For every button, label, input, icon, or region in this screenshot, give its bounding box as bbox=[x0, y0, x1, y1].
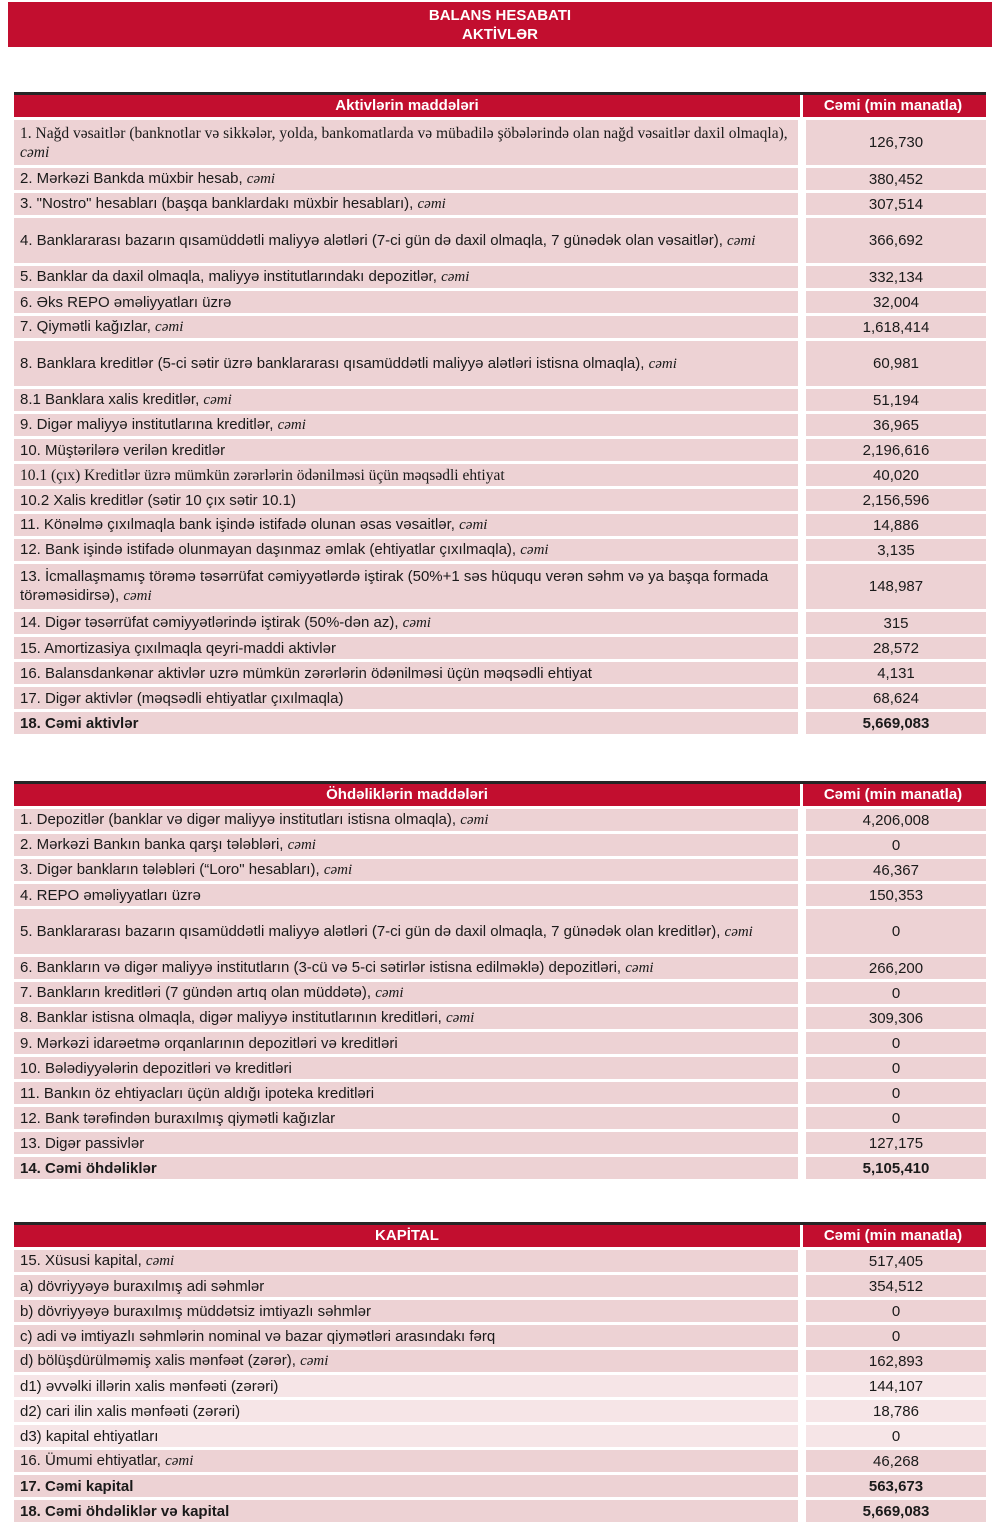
column-divider bbox=[798, 662, 806, 684]
table-row bbox=[14, 414, 986, 436]
column-divider bbox=[798, 489, 806, 511]
column-divider bbox=[798, 564, 806, 609]
column-divider bbox=[798, 1475, 806, 1497]
column-divider bbox=[798, 316, 806, 338]
table-row bbox=[14, 218, 986, 263]
column-divider bbox=[798, 1275, 806, 1297]
row-label-italic-suffix: cəmi bbox=[459, 517, 488, 533]
row-value: 307,514 bbox=[806, 193, 986, 215]
table-row bbox=[14, 120, 986, 165]
row-value: 380,452 bbox=[806, 168, 986, 190]
table-row bbox=[14, 712, 986, 734]
column-divider bbox=[798, 909, 806, 954]
column-header-total: Cəmi (min manatla) bbox=[823, 1227, 963, 1244]
row-value: 0 bbox=[806, 834, 986, 856]
row-label-text: 6. Əks REPO əməliyyatları üzrə bbox=[20, 293, 232, 311]
report-title bbox=[8, 2, 992, 47]
row-value: 46,367 bbox=[806, 859, 986, 881]
row-label bbox=[14, 266, 798, 288]
column-divider bbox=[798, 1057, 806, 1079]
table-row bbox=[14, 266, 986, 288]
row-label-text: 16. Balansdankənar aktivlər uzrə mümkün zərərlərin ödənilməsi üçün məqsədli ehtiyat bbox=[20, 664, 592, 682]
row-value: 309,306 bbox=[806, 1007, 986, 1029]
column-divider bbox=[798, 884, 806, 906]
row-value: 2,196,616 bbox=[806, 439, 986, 461]
column-header-items: Öhdəliklərin maddələri bbox=[326, 786, 488, 803]
ohdelikler-table bbox=[14, 781, 986, 1179]
row-label-text: 6. Bankların və digər maliyyə institutların (3-cü və 5-ci sətirlər istisna edilməklə) depozitləri, bbox=[20, 959, 626, 976]
row-label bbox=[14, 834, 798, 856]
row-label-text: d) bölüşdürülməmiş xalis mənfəət (zərər), bbox=[20, 1352, 301, 1369]
column-divider bbox=[798, 982, 806, 1004]
row-label-italic-suffix: cəmi bbox=[277, 417, 306, 433]
row-label-text: 9. Digər maliyyə institutlarına kreditlər, bbox=[20, 416, 278, 433]
column-divider bbox=[798, 1007, 806, 1029]
table-row bbox=[14, 489, 986, 511]
column-divider bbox=[798, 1300, 806, 1322]
table-row bbox=[14, 809, 986, 831]
table-row bbox=[14, 637, 986, 659]
row-label-text: 10. Müştərilərə verilən kreditlər bbox=[20, 441, 226, 459]
row-label-text: 16. Ümumi ehtiyatlar, bbox=[20, 1452, 166, 1469]
row-label bbox=[14, 1400, 798, 1422]
row-label-text: 14. Digər təsərrüfat cəmiyyətlərində iştirak (50%-dən az), bbox=[20, 614, 403, 631]
row-label-italic-suffix: cəmi bbox=[402, 615, 431, 631]
table-row bbox=[14, 341, 986, 386]
row-label bbox=[14, 982, 798, 1004]
row-label bbox=[14, 1032, 798, 1054]
table-row bbox=[14, 1475, 986, 1497]
column-divider bbox=[798, 1082, 806, 1104]
row-label bbox=[14, 439, 798, 461]
row-label-text: 10.1 (çıx) Kreditlər üzrə mümkün zərərlərin ödənilməsi üçün məqsədli ehtiyat bbox=[20, 466, 505, 484]
row-value: 28,572 bbox=[806, 637, 986, 659]
row-label bbox=[14, 637, 798, 659]
row-label-italic-suffix: cəmi bbox=[287, 837, 316, 853]
row-label bbox=[14, 687, 798, 709]
table-row bbox=[14, 1082, 986, 1104]
row-value: 4,131 bbox=[806, 662, 986, 684]
row-label-italic-suffix: cəmi bbox=[375, 985, 404, 1001]
row-label-text: 18. Cəmi aktivlər bbox=[20, 714, 139, 732]
row-value: 517,405 bbox=[806, 1250, 986, 1272]
row-label-text: 12. Bank tərəfindən buraxılmış qiymətli kağızlar bbox=[20, 1109, 336, 1127]
row-label-text: d3) kapital ehtiyatları bbox=[20, 1427, 159, 1445]
row-label bbox=[14, 1300, 798, 1322]
row-label-text: 5. Banklararası bazarın qısamüddətli maliyyə alətləri (7-ci gün də daxil olmaqla, 7 günədək olan kreditlər), bbox=[20, 922, 725, 940]
row-label bbox=[14, 884, 798, 906]
row-label-italic-suffix: cəmi bbox=[123, 588, 152, 604]
row-label-italic-suffix: cəmi bbox=[460, 812, 489, 828]
row-label bbox=[14, 1350, 798, 1372]
column-divider bbox=[798, 514, 806, 536]
table-row bbox=[14, 1157, 986, 1179]
table-row bbox=[14, 564, 986, 609]
row-value: 36,965 bbox=[806, 414, 986, 436]
row-label bbox=[14, 859, 798, 881]
table-row bbox=[14, 884, 986, 906]
row-label bbox=[14, 168, 798, 190]
column-divider bbox=[798, 1325, 806, 1347]
row-label-italic-suffix: cəmi bbox=[727, 232, 756, 249]
row-label-text: 11. Könəlmə çıxılmaqla bank işində istifadə olunan əsas vəsaitlər, bbox=[20, 516, 460, 533]
row-value: 0 bbox=[806, 1082, 986, 1104]
table-row bbox=[14, 1500, 986, 1522]
table-row bbox=[14, 464, 986, 486]
column-divider bbox=[798, 266, 806, 288]
row-label-text: d1) əvvəlki illərin xalis mənfəəti (zərəri) bbox=[20, 1377, 279, 1395]
row-label bbox=[14, 316, 798, 338]
row-label bbox=[14, 662, 798, 684]
table-row bbox=[14, 1057, 986, 1079]
table-row bbox=[14, 316, 986, 338]
column-divider bbox=[798, 1132, 806, 1154]
row-label-text: 9. Mərkəzi idarəetmə orqanlarının depozitləri və kreditləri bbox=[20, 1034, 398, 1052]
table-row bbox=[14, 1350, 986, 1372]
row-value: 366,692 bbox=[806, 218, 986, 263]
row-label-italic-suffix: cəmi bbox=[145, 1253, 175, 1269]
row-label-text: 3. "Nostro" hesabları (başqa banklardakı müxbir hesabları), bbox=[20, 195, 418, 212]
table-row bbox=[14, 1425, 986, 1447]
row-label-text: d2) cari ilin xalis mənfəəti (zərəri) bbox=[20, 1402, 241, 1420]
row-value: 0 bbox=[806, 1325, 986, 1347]
row-value: 563,673 bbox=[806, 1475, 986, 1497]
row-label-text: 17. Digər aktivlər (məqsədli ehtiyatlar çıxılmaqla) bbox=[20, 689, 344, 707]
table-row bbox=[14, 662, 986, 684]
column-divider bbox=[798, 1350, 806, 1372]
row-value: 315 bbox=[806, 612, 986, 634]
row-label bbox=[14, 489, 798, 511]
row-label bbox=[14, 1157, 798, 1179]
table-row bbox=[14, 957, 986, 979]
table-row bbox=[14, 1300, 986, 1322]
table-row bbox=[14, 982, 986, 1004]
row-value: 2,156,596 bbox=[806, 489, 986, 511]
column-divider bbox=[798, 539, 806, 561]
row-label bbox=[14, 957, 798, 979]
column-divider bbox=[798, 193, 806, 215]
table-row bbox=[14, 514, 986, 536]
table-row bbox=[14, 1325, 986, 1347]
table-row bbox=[14, 909, 986, 954]
row-label-text: a) dövriyyəyə buraxılmış adi səhmlər bbox=[20, 1277, 265, 1295]
column-divider bbox=[798, 612, 806, 634]
row-label-italic-suffix: cəmi bbox=[165, 1453, 194, 1469]
row-value: 46,268 bbox=[806, 1450, 986, 1472]
row-value: 5,105,410 bbox=[806, 1157, 986, 1179]
row-value: 0 bbox=[806, 1032, 986, 1054]
column-divider bbox=[798, 1450, 806, 1472]
column-header-items: Aktivlərin maddələri bbox=[335, 97, 479, 114]
row-label-text: 4. REPO əməliyyatları üzrə bbox=[20, 886, 201, 904]
row-label bbox=[14, 1057, 798, 1079]
column-divider bbox=[798, 464, 806, 486]
row-value: 144,107 bbox=[806, 1375, 986, 1397]
kapital-table bbox=[14, 1222, 986, 1522]
table-row bbox=[14, 193, 986, 215]
row-label bbox=[14, 1107, 798, 1129]
table-row bbox=[14, 687, 986, 709]
row-label-text: 11. Bankın öz ehtiyacları üçün aldığı ipoteka kreditləri bbox=[20, 1084, 375, 1102]
row-label-italic-suffix: cəmi bbox=[300, 1353, 329, 1369]
row-label bbox=[14, 1007, 798, 1029]
table-row bbox=[14, 1450, 986, 1472]
column-divider bbox=[798, 1400, 806, 1422]
row-label-text: 5. Banklar da daxil olmaqla, maliyyə institutlarındakı depozitlər, bbox=[20, 268, 442, 285]
column-divider bbox=[798, 120, 806, 165]
table-row bbox=[14, 1007, 986, 1029]
row-label-text: 8. Banklar istisna olmaqla, digər maliyyə institutlarının kreditləri, bbox=[20, 1009, 447, 1026]
row-label bbox=[14, 341, 798, 386]
row-label-italic-suffix: cəmi bbox=[446, 1010, 475, 1026]
row-label-text: 7. Bankların kreditləri (7 gündən artıq olan müddətə), bbox=[20, 984, 376, 1001]
column-divider bbox=[798, 291, 806, 313]
row-label-text: 15. Amortizasiya çıxılmaqla qeyri-maddi aktivlər bbox=[20, 639, 336, 657]
row-label-text: 14. Cəmi öhdəliklər bbox=[20, 1159, 157, 1177]
row-label-italic-suffix: cəmi bbox=[625, 960, 654, 976]
table-row bbox=[14, 1107, 986, 1129]
row-label-italic-suffix: cəmi bbox=[520, 542, 549, 558]
row-value: 40,020 bbox=[806, 464, 986, 486]
column-divider bbox=[798, 957, 806, 979]
row-label-text: c) adi və imtiyazlı səhmlərin nominal və bazar qiymətləri arasındakı fərq bbox=[20, 1327, 496, 1345]
row-label bbox=[14, 291, 798, 313]
column-divider bbox=[798, 218, 806, 263]
report-title-line1: BALANS HESABATI bbox=[428, 7, 572, 24]
row-label bbox=[14, 1475, 798, 1497]
row-label bbox=[14, 1250, 798, 1272]
column-divider bbox=[798, 414, 806, 436]
row-label-text: 4. Banklararası bazarın qısamüddətli maliyyə alətləri (7-ci gün də daxil olmaqla, 7 günədək olan vəsaitlər), bbox=[20, 231, 728, 249]
row-value: 0 bbox=[806, 982, 986, 1004]
row-label bbox=[14, 1450, 798, 1472]
row-value: 332,134 bbox=[806, 266, 986, 288]
row-value: 162,893 bbox=[806, 1350, 986, 1372]
row-label-text: 13. Digər passivlər bbox=[20, 1134, 145, 1152]
row-label-text: 18. Cəmi öhdəliklər və kapital bbox=[20, 1502, 230, 1520]
row-label bbox=[14, 120, 798, 165]
column-divider bbox=[798, 1250, 806, 1272]
row-label-italic-suffix: cəmi bbox=[441, 269, 470, 285]
row-label bbox=[14, 464, 798, 486]
row-label bbox=[14, 414, 798, 436]
table-row bbox=[14, 612, 986, 634]
row-label bbox=[14, 712, 798, 734]
row-label bbox=[14, 539, 798, 561]
column-divider bbox=[798, 834, 806, 856]
row-label-text: 8. Banklara kreditlər (5-ci sətir üzrə banklararası qısamüddətli maliyyə alətləri istisna olmaqla), bbox=[20, 354, 649, 372]
row-label bbox=[14, 909, 798, 954]
row-label-text: 3. Digər bankların tələbləri (“Loro" hesabları), bbox=[20, 861, 324, 878]
table-row bbox=[14, 1250, 986, 1272]
row-label bbox=[14, 1325, 798, 1347]
row-label-italic-suffix: cəmi bbox=[203, 392, 232, 408]
report-title-line2: AKTİVLƏR bbox=[462, 26, 538, 43]
row-label bbox=[14, 612, 798, 634]
row-label-text: 10.2 Xalis kreditlər (sətir 10 çıx sətir 10.1) bbox=[20, 491, 296, 509]
row-label-text: 2. Mərkəzi Bankda müxbir hesab, bbox=[20, 170, 247, 187]
row-label-italic-suffix: cəmi bbox=[648, 355, 677, 372]
row-label bbox=[14, 1132, 798, 1154]
row-label bbox=[14, 193, 798, 215]
row-label bbox=[14, 514, 798, 536]
column-divider bbox=[798, 1157, 806, 1179]
row-label-italic-suffix: cəmi bbox=[155, 319, 184, 335]
row-value: 68,624 bbox=[806, 687, 986, 709]
row-label-italic-suffix: cəmi bbox=[323, 862, 353, 878]
row-value: 14,886 bbox=[806, 514, 986, 536]
row-label-text: 1. Depozitlər (banklar və digər maliyyə institutları istisna olmaqla), bbox=[20, 811, 461, 828]
row-label-text: 8.1 Banklara xalis kreditlər, bbox=[20, 391, 204, 408]
table-row bbox=[14, 168, 986, 190]
column-divider bbox=[798, 341, 806, 386]
table-header bbox=[14, 781, 986, 806]
tables-host bbox=[14, 92, 986, 1522]
row-label bbox=[14, 389, 798, 411]
row-value: 266,200 bbox=[806, 957, 986, 979]
table-row bbox=[14, 1400, 986, 1422]
row-value: 126,730 bbox=[806, 120, 986, 165]
row-label-italic-suffix: cəmi bbox=[724, 923, 753, 940]
column-header-total: Cəmi (min manatla) bbox=[823, 97, 963, 114]
row-value: 5,669,083 bbox=[806, 712, 986, 734]
row-value: 32,004 bbox=[806, 291, 986, 313]
table-row bbox=[14, 1375, 986, 1397]
row-value: 1,618,414 bbox=[806, 316, 986, 338]
column-divider bbox=[798, 1425, 806, 1447]
table-row bbox=[14, 1032, 986, 1054]
row-value: 127,175 bbox=[806, 1132, 986, 1154]
column-divider bbox=[798, 687, 806, 709]
row-label bbox=[14, 564, 798, 609]
row-label-text: 15. Xüsusi kapital, bbox=[20, 1252, 146, 1269]
table-row bbox=[14, 1132, 986, 1154]
table-row bbox=[14, 389, 986, 411]
row-label bbox=[14, 1275, 798, 1297]
row-label-text: 7. Qiymətli kağızlar, bbox=[20, 318, 156, 335]
aktivler-table bbox=[14, 92, 986, 734]
column-divider bbox=[798, 389, 806, 411]
table-row bbox=[14, 859, 986, 881]
row-label bbox=[14, 218, 798, 263]
row-value: 150,353 bbox=[806, 884, 986, 906]
row-label bbox=[14, 1425, 798, 1447]
row-value: 148,987 bbox=[806, 564, 986, 609]
column-header-total: Cəmi (min manatla) bbox=[823, 786, 963, 803]
column-divider bbox=[798, 1032, 806, 1054]
row-value: 4,206,008 bbox=[806, 809, 986, 831]
row-label-text: 2. Mərkəzi Bankın banka qarşı tələbləri, bbox=[20, 836, 288, 853]
row-label bbox=[14, 1082, 798, 1104]
column-divider bbox=[798, 1107, 806, 1129]
column-divider bbox=[798, 859, 806, 881]
row-label-text: 13. İcmallaşmamış törəmə təsərrüfat cəmiyyətlərdə iştirak (50%+1 səs hüququ verən səhm və ya başqa formada törəməsidirsə), bbox=[20, 568, 769, 604]
row-value: 0 bbox=[806, 1057, 986, 1079]
row-value: 18,786 bbox=[806, 1400, 986, 1422]
table-header bbox=[14, 1222, 986, 1247]
row-value: 354,512 bbox=[806, 1275, 986, 1297]
column-divider bbox=[798, 809, 806, 831]
table-row bbox=[14, 539, 986, 561]
column-header-items: KAPİTAL bbox=[375, 1227, 439, 1244]
column-divider bbox=[798, 439, 806, 461]
row-label-text: 10. Bələdiyyələrin depozitləri və kreditləri bbox=[20, 1059, 292, 1077]
row-value: 0 bbox=[806, 1107, 986, 1129]
row-value: 0 bbox=[806, 909, 986, 954]
row-value: 3,135 bbox=[806, 539, 986, 561]
column-divider bbox=[798, 1375, 806, 1397]
column-divider bbox=[798, 712, 806, 734]
row-label-italic-suffix: cəmi bbox=[417, 196, 446, 212]
row-label-text: b) dövriyyəyə buraxılmış müddətsiz imtiyazlı səhmlər bbox=[20, 1302, 371, 1320]
table-row bbox=[14, 834, 986, 856]
row-value: 5,669,083 bbox=[806, 1500, 986, 1522]
column-divider bbox=[798, 637, 806, 659]
row-label-text: 12. Bank işində istifadə olunmayan daşınmaz əmlak (ehtiyatlar çıxılmaqla), bbox=[20, 541, 521, 558]
row-label-text: 1. Nağd vəsaitlər (banknotlar və sikkələr, yolda, bankomatlarda və mübadilə şöbələrində olan nağd vəsaitlər daxil olmaqla), bbox=[20, 124, 788, 142]
row-label-italic-suffix: cəmi bbox=[246, 171, 276, 187]
column-divider bbox=[798, 168, 806, 190]
row-value: 60,981 bbox=[806, 341, 986, 386]
table-row bbox=[14, 291, 986, 313]
row-label bbox=[14, 1375, 798, 1397]
row-value: 0 bbox=[806, 1425, 986, 1447]
column-divider bbox=[798, 1500, 806, 1522]
row-label-italic-suffix: cəmi bbox=[20, 143, 50, 161]
row-label-text: 17. Cəmi kapital bbox=[20, 1477, 134, 1495]
table-row bbox=[14, 1275, 986, 1297]
row-label bbox=[14, 1500, 798, 1522]
table-row bbox=[14, 439, 986, 461]
row-value: 0 bbox=[806, 1300, 986, 1322]
row-value: 51,194 bbox=[806, 389, 986, 411]
row-label bbox=[14, 809, 798, 831]
table-header bbox=[14, 92, 986, 117]
